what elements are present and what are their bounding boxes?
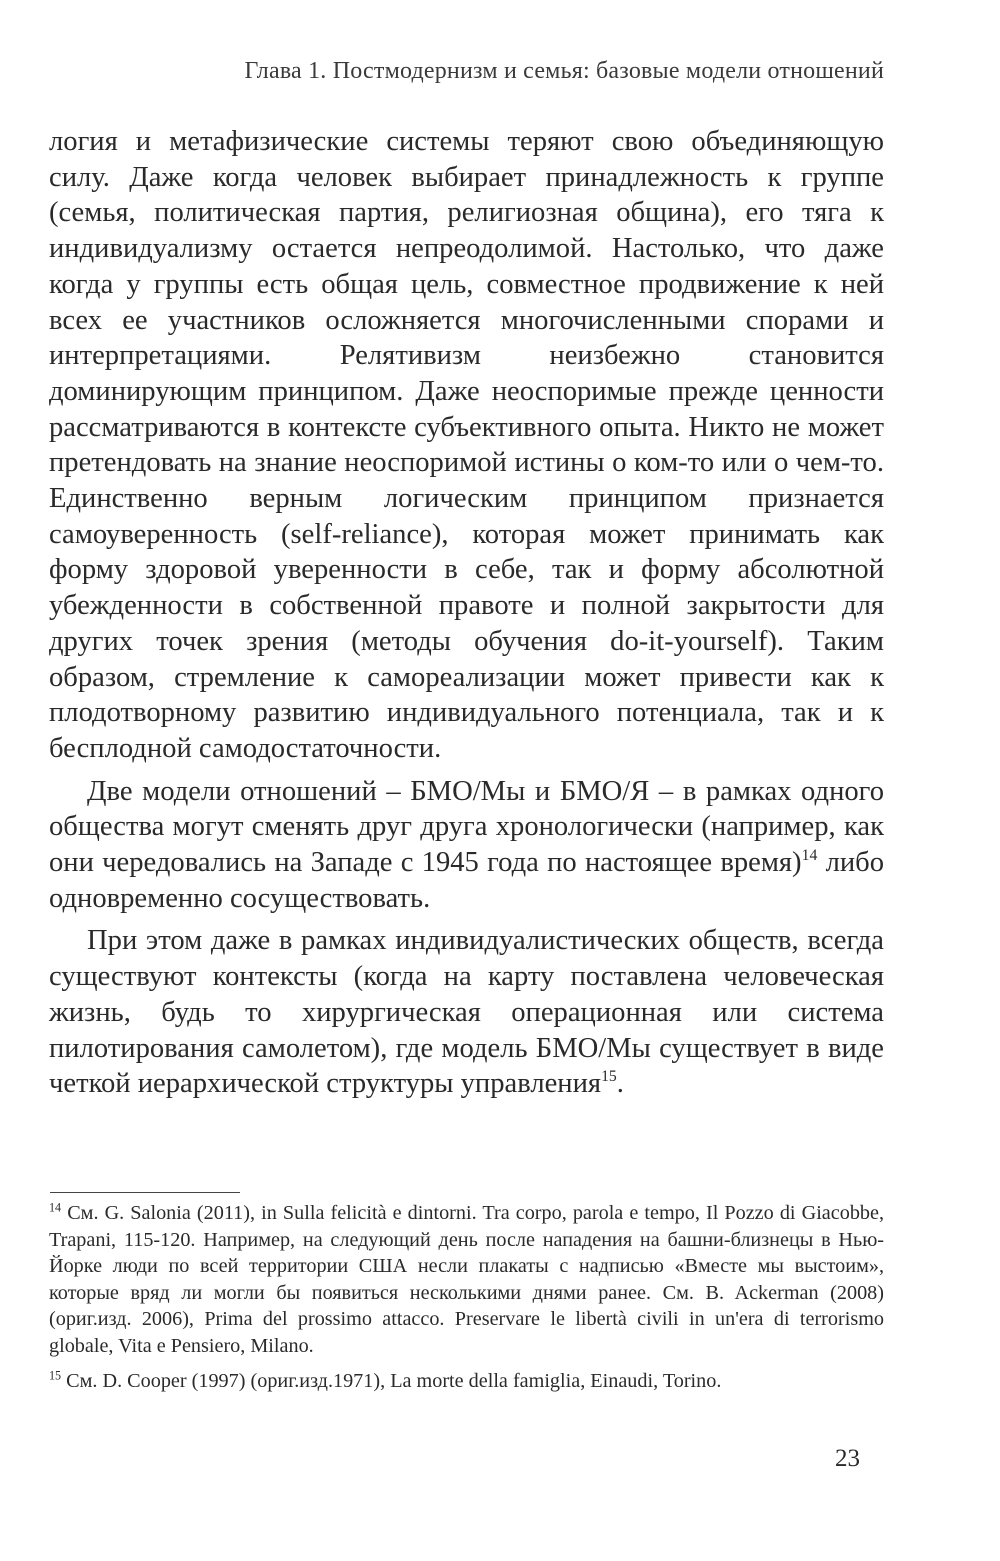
footnote-ref-14[interactable]: 14 [801,847,818,865]
footnote-divider [50,1192,240,1193]
paragraph-2 [49,774,884,917]
footnote-text: См. G. Salonia (2011), in Sulla felicità e dintorni. Tra corpo, parola e tempo, Il Pozzo di Giacobbe, Trapani, 115-120. Например, на следующий день после нападения на башни-близнецы в Нью-Йорке люди по всей территории США несли плакаты с надписью «Вместе мы выстоим», которые вряд ли могли бы появиться несколькими днями ранее. См. B. Ackerman (2008) (ориг.изд. 2006), Prima del prossimo attacco. Preservare le libertà civili in un'era di terrorismo globale, Vita e Pensiero, Milano. [49,1202,885,1357]
footnotes [49,1200,884,1394]
paragraph-3 [49,923,884,1102]
footnote-number: 14 [49,1200,62,1215]
footnote-14 [49,1200,884,1360]
paragraph-2-text-end: либо одновременно сосуществовать. [49,847,884,914]
footnote-15 [49,1368,884,1395]
paragraph-3-text: При этом даже в рамках индивидуалистических обществ, всегда существуют контексты (когда на карту поставлена человеческая жизнь, будь то хирургическая операционная или система пилотирования самолетом), где модель БМО/Мы существует в виде четкой иерархической структуры управления [49,925,884,1100]
paragraph-2-text: Две модели отношений – БМО/Мы и БМО/Я – в рамках одного общества могут сменять друг друга хронологически (например, как они чередовались на Западе с 1945 года по настоящее время) [49,775,884,879]
paragraph-3-text-end: . [616,1068,624,1100]
body-text [49,124,884,1102]
running-head: Глава 1. Постмодернизм и семья: базовые модели отношений [244,58,884,84]
paragraph-1: логия и метафизические системы теряют свою объединяющую силу. Даже когда человек выбирает принадлежность к группе (семья, политическая партия, религиозная община), его тяга к индивидуализму остается непреодолимой. Настолько, что даже когда у группы есть общая цель, совместное продвижение к ней всех ее участников осложняется многочисленными спорами и интерпретациями. Релятивизм неизбежно становится доминирующим принципом. Даже неоспоримые прежде ценности рассматриваются в контексте субъективного опыта. Никто не может претендовать на знание неоспоримой истины о ком-то или о чем-то. Единственно верным логическим принципом признается самоуверенность (self-reliance), которая может принимать как форму здоровой уверенности в себе, так и форму абсолютной убежденности в собственной правоте и полной закрытости для других точек зрения (методы обучения do-it-yourself). Таким образом, стремление к самореализации может привести как к плодотворному развитию индивидуального потенциала, так и к бесплодной самодостаточности. [49,126,884,764]
footnote-text: См. D. Cooper (1997) (ориг.изд.1971), La morte della famiglia, Einaudi, Torino. [66,1369,722,1392]
page-number: 23 [835,1445,860,1472]
footnote-ref-15[interactable]: 15 [601,1068,617,1086]
footnote-number: 15 [49,1368,62,1383]
